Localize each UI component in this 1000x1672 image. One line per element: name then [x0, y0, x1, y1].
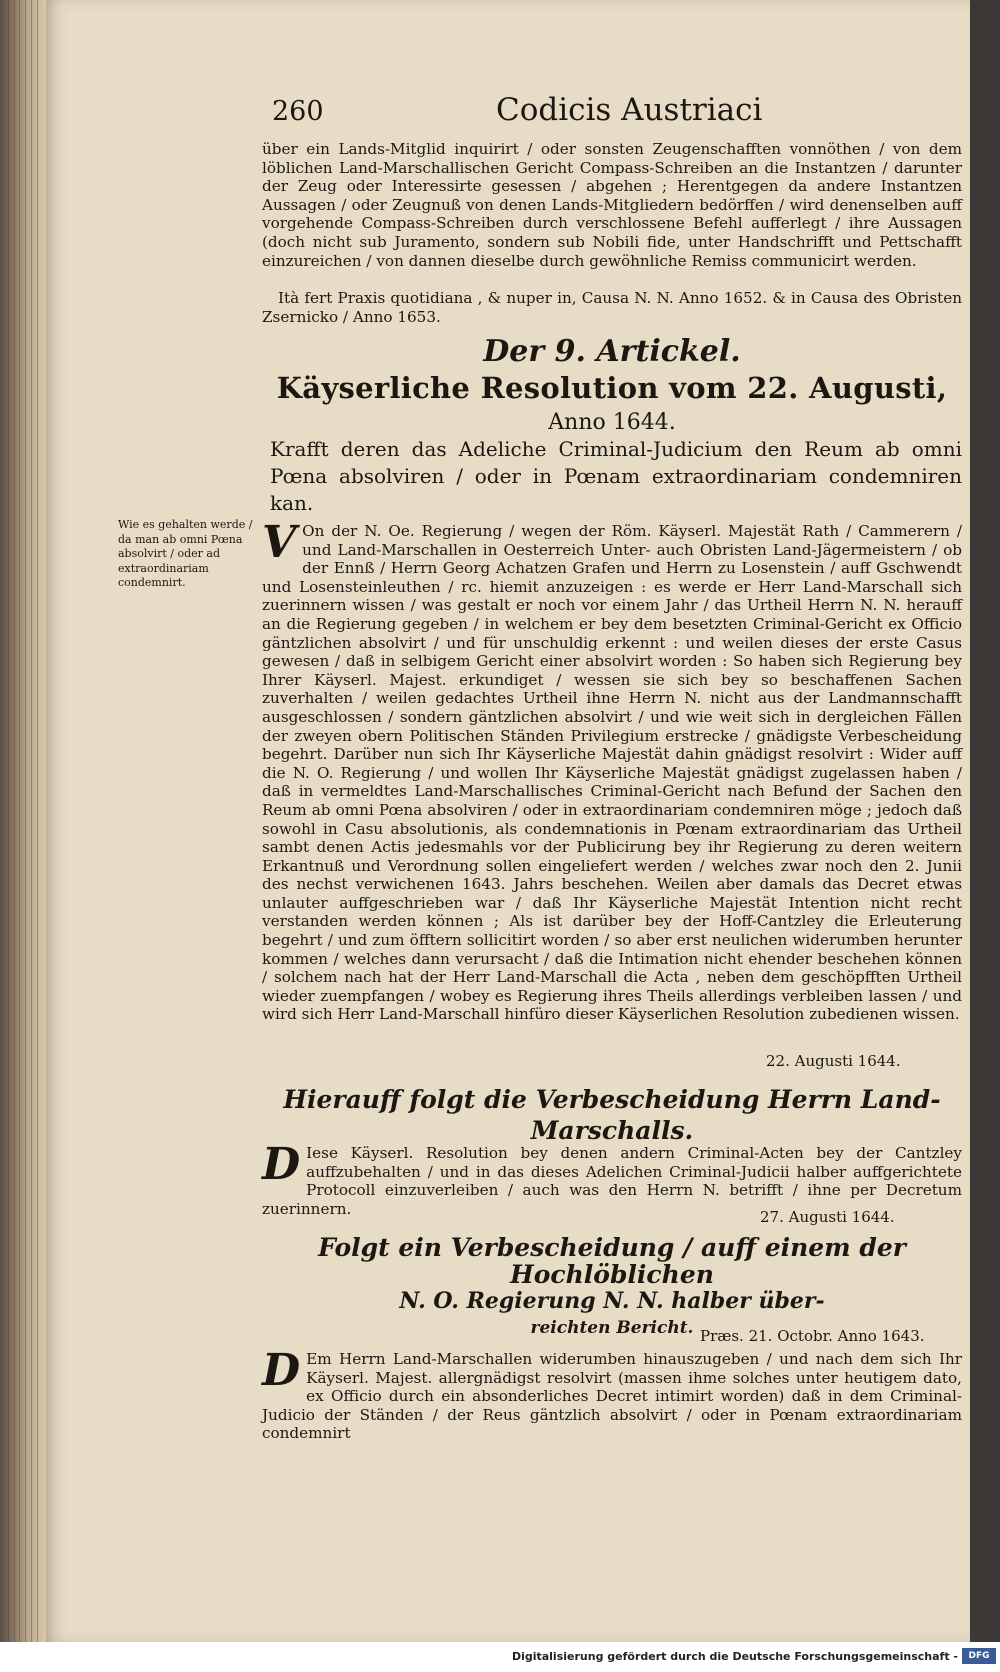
main-paragraph: On der N. Oe. Regierung / wegen der Röm. Käyserl. Majestät Rath / Cammerern / und Land-Marschallen in Oesterreich Unter- auch Obristen Land-Jägermeistern / ob der Ennß / Herrn Georg Achatzen Grafen und Herrn zu Losenstein / auff Gschwendt und Losensteinleuthen / rc. hiemit anzuzeigen : es werde er Herr Land-Marschall sich zuerinnern wissen / was gestalt er noch vor einem Jahr / das Urtheil Herrn N. N. herauff an die Regierung gegeben / in welchem er bey dem besetzten Criminal-Gericht ex Officio gäntzlichen absolvirt / und für unschuldig erkennt : und weilen dieses der erste Casus gewesen / daß in selbigem Gericht einer absolvirt worden : So haben sich Regierung bey Ihrer Käyserl. Majest. erkundiget / wessen sie sich bey so beschaffenen Sachen zuverhalten / weilen gedachtes Urtheil ihne Herrn N. nicht aus der Landmannschafft ausgeschlossen / sondern gäntzlichen absolvirt / und wie weit sich in dergleichen Fällen der zweyen obern Politischen Ständen Privilegium erstrecke / gnädigste Verbescheidung begehrt. Darüber nun sich Ihr Käyserliche Majestät dahin gnädigst resolvirt : Wider auff die N. O. Regierung / und wollen Ihr Käyserliche Majestät gnädigst zugelassen haben / daß in vermeldtes Land-Marschallisches Criminal-Gericht nach Befund der Sachen den Reum ab omni Pœna absolviren / oder in extraordinariam condemniren möge ; jedoch daß sowohl in Casu absolutionis, als condemnationis in Pœnam extraordinariam das Urtheil sambt denen Actis jedesmahls vor der Publicirung bey ihr Regierung zu deren weitern Erkantnuß und Verordnung sollen eingeliefert werden / welches zwar noch den 2. Junii des nechst verwichenen 1643. Jahrs beschehen. Weilen aber damals das Decret etwas unlauter auffgeschrieben war / daß Ihr Käyserliche Majestät Intention nicht recht verstanden werden können ; Als ist darüber bey der Hoff-Cantzley die Erleuterung begehrt / und zum öfftern sollicitirt worden / so aber erst neulichen widerumben herunter kommen / welches dann verursacht / daß die Intimation nicht ehender beschehen können / solchem nach hat der Herr Land-Marschall die Acta , neben dem geschöpfften Urtheil wieder zuempfangen / wobey es Regierung ihres Theils allerdings verbleiben lassen / und wird sich Herr Land-Marschall hinfüro dieser Käyserlichen Resolution zubedienen wissen.: [262, 522, 962, 1024]
drop-cap: V: [262, 517, 297, 568]
running-title: Codicis Austriaci: [496, 92, 763, 128]
margin-note: Wie es gehalten werde / da man ab omni Pœna absolvirt / oder ad extraordinariam condemnirt.: [118, 518, 253, 590]
drop-cap-3: D: [262, 1345, 301, 1396]
praes-line: Præs. 21. Octobr. Anno 1643.: [700, 1327, 925, 1345]
sub-heading-2-line-1: Folgt ein Verbescheidung / auff einem der Hochlöblichen: [318, 1233, 906, 1289]
resolution-heading: Käyserliche Resolution vom 22. Augusti,: [276, 371, 948, 405]
footer-credit: Digitalisierung gefördert durch die Deutsche Forschungsgemeinschaft -: [511, 1650, 958, 1663]
third-paragraph-block: [262, 1345, 962, 1443]
sub-heading-2-line-2: N. O. Regierung N. N. halber über-: [399, 1288, 825, 1314]
article-heading: Der 9. Artickel.: [483, 334, 741, 369]
resolution-summary: Krafft deren das Adeliche Criminal-Judicium den Reum ab omni Pœna absolviren / oder in Pœnam extraordinariam condemniren kan.: [270, 437, 962, 515]
sub-heading-2-line-3: reichten Bericht.: [530, 1318, 694, 1338]
resolution-year: Anno 1644.: [548, 410, 676, 435]
drop-cap-2: D: [262, 1139, 301, 1190]
third-paragraph: Em Herrn Land-Marschallen widerumben hinauszugeben / und nach dem sich Ihr Käyserl. Majest. allergnädigst resolvirt (massen ihme solches unter heutigem dato, ex Officio durch ein absonderliches Decret intimirt worden) daß in dem Criminal-Judicio der Ständen / der Reus gäntzlich absolvirt / oder in Pœnam extraordinariam condemnirt: [262, 1350, 962, 1443]
sub-heading-2: [262, 1234, 962, 1342]
praxis-line: Ità fert Praxis quotidiana , & nuper in, Causa N. N. Anno 1652. & in Causa des Obristen Zsernicko / Anno 1653.: [262, 289, 962, 326]
date-2: 27. Augusti 1644.: [760, 1208, 895, 1226]
dfg-logo: DFG: [962, 1648, 996, 1664]
second-paragraph: Iese Käyserl. Resolution bey denen andern Criminal-Acten bey der Cantzley auffzubehalten / und in das dieses Adelichen Criminal-Judicii halber auffgerichtete Protocoll einzuverleiben / auch was den Herrn N. betrifft / ihne per Decretum zuerinnern.: [262, 1144, 962, 1218]
sub-heading-1: Hierauff folgt die Verbescheidung Herrn Land-Marschalls.: [283, 1085, 941, 1145]
main-paragraph-block: [262, 517, 962, 1024]
top-paragraph: über ein Lands-Mitglid inquirirt / oder sonsten Zeugenschafften vonnöthen / von dem löblichen Land-Marschallischen Gericht Compass-Schreiben an die Instantzen / darunter der Zeug oder Interessirte gesessen / abgehen ; Herentgegen da andere Instantzen Aussagen / oder Zeugnuß von denen Lands-Mitgliedern bedörffen / wird denenselben auff vorgehende Compass-Schreiben durch verschlossene Befehl aufferlegt / ihre Aussagen (doch nicht sub Juramento, sondern sub Nobili fide, unter Handschrifft und Pettschafft einzureichen / von dannen dieselbe durch gewöhnliche Remiss communicirt werden.: [262, 140, 962, 270]
scan-page-edge: [0, 0, 46, 1672]
footer-bar: [0, 1642, 1000, 1672]
scan-right-border: [970, 0, 1000, 1642]
date-1: 22. Augusti 1644.: [766, 1052, 901, 1070]
page-number: 260: [272, 96, 324, 127]
